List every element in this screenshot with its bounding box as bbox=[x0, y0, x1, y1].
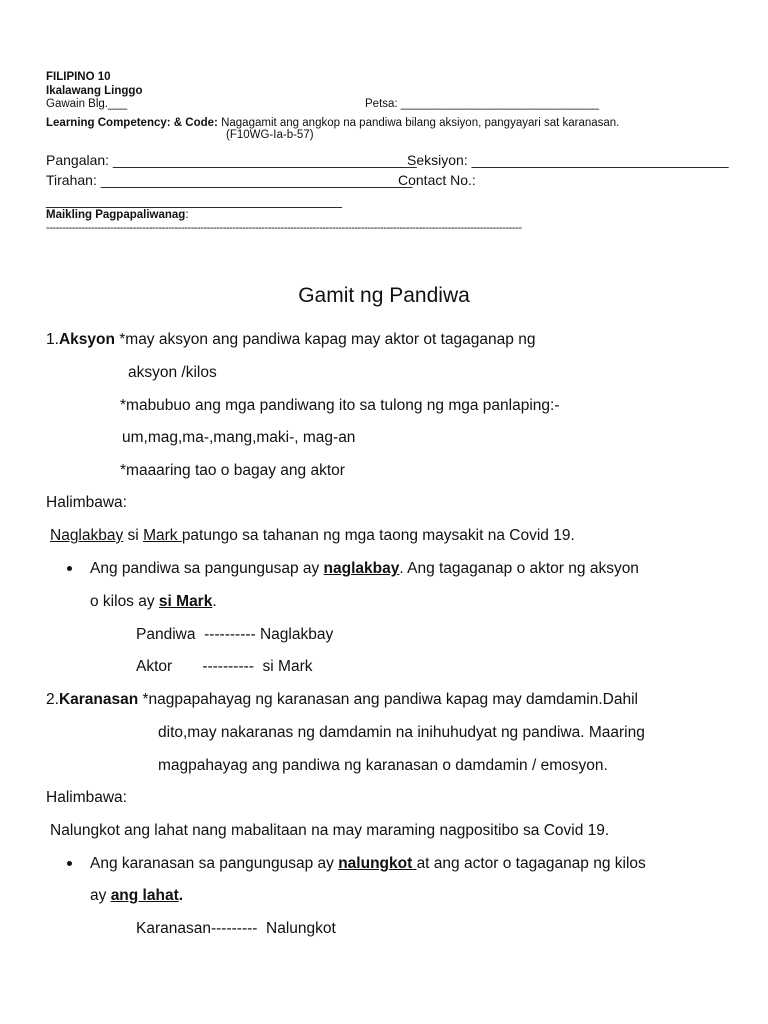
activity-number: Gawain Blg.___ bbox=[46, 98, 128, 110]
explanation-label: Maikling Pagpapaliwanag: bbox=[46, 209, 189, 221]
section1-example-sentence: Naglakbay si Mark patungo sa tahanan ng mga taong maysakit na Covid 19. bbox=[50, 527, 575, 544]
section2-line2: dito,may nakaranas ng damdamin na inihuhudyat ng pandiwa. Maaring bbox=[158, 724, 645, 741]
section2-bullet-line2: ay ang lahat. bbox=[90, 887, 184, 904]
section1-example-label: Halimbawa: bbox=[46, 494, 127, 511]
section2-line3: magpahayag ang pandiwa ng karanasan o damdamin / emosyon. bbox=[158, 757, 608, 774]
week-label: Ikalawang Linggo bbox=[46, 85, 143, 97]
date-field: Petsa: _______________________________ bbox=[365, 98, 600, 110]
section1-pair-aktor: Aktor ---------- si Mark bbox=[136, 658, 313, 675]
section1-line4: um,mag,ma-,mang,maki-, mag-an bbox=[122, 429, 356, 446]
bullet-dot bbox=[67, 861, 72, 866]
address-field: Tirahan: ________________________________________ bbox=[46, 172, 413, 188]
section2-example-sentence: Nalungkot ang lahat nang mabalitaan na may maraming nagpositibo sa Covid 19. bbox=[50, 822, 610, 839]
section2-example-label: Halimbawa: bbox=[46, 789, 127, 806]
section1-bullet-line1: Ang pandiwa sa pangungusap ay naglakbay. Ang tagaganap o aktor ng aksyon bbox=[90, 560, 639, 577]
section2-bullet-line1: Ang karanasan sa pangungusap ay nalungkot at ang actor o tagaganap ng kilos bbox=[90, 855, 646, 872]
section1-heading: 1.Aksyon *may aksyon ang pandiwa kapag may aktor ot tagaganap ng bbox=[46, 331, 536, 348]
page-title: Gamit ng Pandiwa bbox=[298, 284, 470, 307]
competency-code: (F10WG-Ia-b-57) bbox=[226, 129, 314, 141]
section1-line3: *mabubuo ang mga pandiwang ito sa tulong ng mga panlaping:- bbox=[120, 397, 560, 414]
section2-heading: 2.Karanasan *nagpapahayag ng karanasan ang pandiwa kapag may damdamin.Dahil bbox=[46, 691, 638, 708]
divider-line: ---------------------------------------------------------------------------------------------------------------------------------------------------- bbox=[46, 222, 522, 234]
contact-line: ______________________________________ bbox=[46, 192, 342, 208]
section1-bullet-line2: o kilos ay si Mark. bbox=[90, 593, 217, 610]
contact-field: Contact No.: bbox=[398, 172, 476, 188]
subject-label: FILIPINO 10 bbox=[46, 71, 111, 83]
learning-competency: Learning Competency: & Code: Nagagamit ang angkop na pandiwa bilang aksiyon, pangyayari sat karanasan. bbox=[46, 117, 620, 129]
name-field: Pangalan: _______________________________________ bbox=[46, 152, 417, 168]
bullet-dot bbox=[67, 566, 72, 571]
section1-line5: *maaaring tao o bagay ang aktor bbox=[120, 462, 345, 479]
section-field: Seksiyon: _________________________________ bbox=[407, 152, 729, 168]
section2-pair-karanasan: Karanasan--------- Nalungkot bbox=[136, 920, 336, 937]
section1-pair-pandiwa: Pandiwa ---------- Naglakbay bbox=[136, 626, 334, 643]
section1-line2: aksyon /kilos bbox=[128, 364, 217, 381]
